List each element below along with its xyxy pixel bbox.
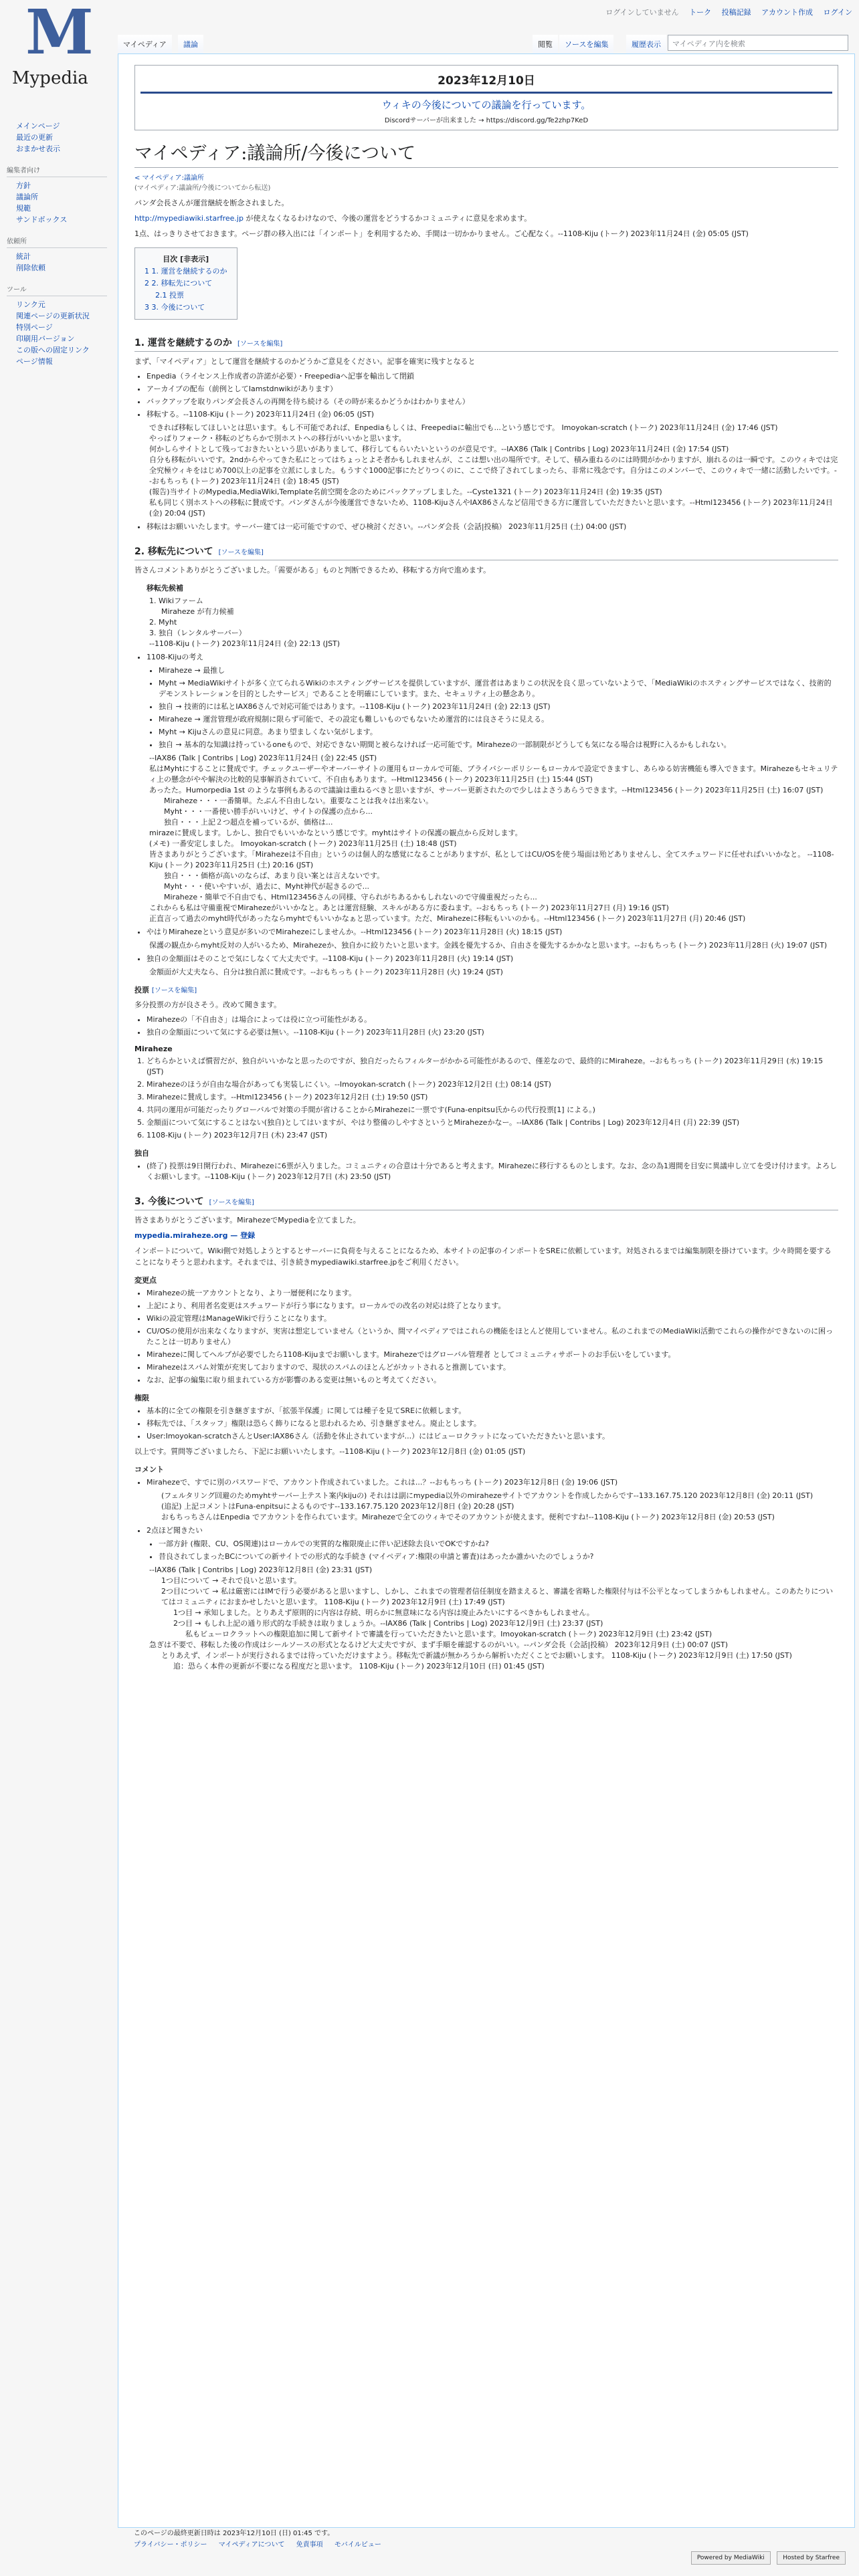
list-item: • Myht → Kijuさんの意見に同意。あまり望ましくない気がします。 — [159, 727, 838, 738]
list-item: • 一部方針 (権限、CU、OS関連)はローカルでの実質的な権限廃止に伴い記述除去良いでOKですかね? — [159, 1539, 838, 1549]
list-item: • 移転はお願いいたします。サーバー建ては一応可能ですので、ぜひ検討ください。--パンダ会長（会話|投稿） 2023年11月25日 (土) 04:00 (JST) — [147, 522, 838, 532]
redirect-note: (マイペディア:議論所/今後についてから転送) — [134, 185, 271, 192]
sidebar-item-special[interactable]: 特別ページ — [16, 323, 53, 332]
section-title: 2. 移転先について — [134, 546, 213, 557]
page-title: マイペディア:議論所/今後について — [134, 138, 838, 168]
vote-option-independent: 独自 — [134, 1149, 149, 1158]
reply: Myht・・・使いやすいが、過去に、Myht神代が起きるので... — [164, 882, 370, 891]
vote-title: 投票 — [134, 986, 149, 994]
sidebar-item-sandbox[interactable]: サンドボックス — [16, 215, 68, 224]
footer-badges — [687, 2551, 846, 2565]
permissions-list — [147, 1406, 838, 1442]
reply: (追記) 上記コメントはFuna-enpitsuによるものです--133.167.75.120 2023年12月8日 (金) 20:28 (JST) — [161, 1502, 514, 1511]
toc-item[interactable]: 1 1. 運営を継続するのか — [145, 267, 227, 276]
reply: とりあえず、インポートが実行されるまでは待っていただけますよう。移転先で新議が無かろうから解析いただくことでお願いします。 1108-Kiju (トーク) 2023年12月9日 (土) 17:50 (JST) — [161, 1651, 792, 1660]
candidate: 2. Myht — [149, 618, 177, 627]
reply: 皆さまありがとうございます。「Mirahezeは不自由」というのは個人的な感覚になることがありますが、私としてはCU/OSを使う場面は殆どありませんし、全てスチュワードに任せればいいかなと。 --1108-Kiju (トーク) 2023年11月25日 (土) 20:16 (JST) — [149, 850, 834, 869]
reply: --IAX86 (Talk | Contribs | Log) 2023年11月24日 (金) 22:45 (JST) — [149, 754, 377, 762]
sidebar-item-forum[interactable]: 議論所 — [16, 193, 38, 201]
sidebar-item-related[interactable]: 関連ページの更新状況 — [16, 312, 90, 320]
reply: Miraheze・・・一番簡単。たぶん不自由しない。重要なことは我々は出来ない。 — [164, 796, 434, 805]
permissions-title: 権限 — [134, 1394, 149, 1402]
vote-list-miraheze — [147, 1056, 838, 1141]
vote-item: 4. 共同の運用が可能だったりグローバルで対策の手間が省けることからMirahezeに一票です(Funa-enpitsu氏からの代行投票[1] による。) — [147, 1105, 838, 1115]
edit-source-link[interactable]: [ソースを編集] — [237, 340, 283, 348]
main-content — [118, 53, 855, 2528]
tab-discussion[interactable]: 議論 — [178, 35, 203, 53]
list-item: • 移転先では、「スタッフ」権限は恐らく飾りになると思われるため、引き継ぎません。廃止とします。 — [147, 1418, 838, 1429]
vote-item: 2. Mirahezeのほうが自由な場合があっても実装しにくい。--Imoyokan-scratch (トーク) 2023年12月2日 (土) 08:14 (JST) — [147, 1079, 838, 1090]
table-of-contents — [134, 247, 237, 320]
section-title: 3. 今後について — [134, 1196, 204, 1207]
tab-read[interactable]: 閲覧 — [533, 35, 558, 53]
reply: やっぱりフォーク・移転のどちらかで別ホストへの移行がいいかと思います。 — [149, 434, 406, 443]
list-item: • Mirahezeに関してヘルプが必要でしたら1108-Kijuまでお願いします。Mirahezeではグローバル管理者 としてコミュニティサポートのお手伝いをしています。 — [147, 1350, 838, 1360]
list-item: • 独自の金額面について気にする必要は無い。--1108-Kiju (トーク) 2023年11月28日 (火) 23:20 (JST) — [147, 1027, 838, 1038]
sidebar-item-policy[interactable]: 方針 — [16, 181, 31, 190]
edit-source-link[interactable]: [ソースを編集] — [209, 1199, 254, 1206]
candidate: 1. Wikiファーム — [149, 597, 203, 605]
vote-item: 3. Mirahezeに賛成します。--Html123456 (トーク) 2023年12月2日 (土) 19:50 (JST) — [147, 1092, 838, 1103]
reply: おもちっちさんはEnpedia でアカウントを作られています。Mirahezeで全てのウィキでそのアカウントが使えます。便利ですね!--1108-Kiju (トーク) 2023年12月8日 (金) 20:53 (JST) — [161, 1513, 775, 1521]
reply: mirazeに賛成します。しかし、独自でもいいかなという感じです。myhtはサイトの保護の観点から反対します。 — [149, 829, 522, 837]
sidebar — [7, 120, 107, 367]
footer-privacy-link[interactable]: プライバシー・ポリシー — [134, 2541, 207, 2549]
sidebar-item-whatlinks[interactable]: リンク元 — [16, 300, 45, 309]
changes-title: 変更点 — [134, 1276, 157, 1285]
list-item: • やはりMirahezeという意見が多いのでMirahezeにしませんか。--Html123456 (トーク) 2023年11月28日 (火) 18:15 (JST) — [147, 927, 838, 938]
candidate-signature: --1108-Kiju (トーク) 2023年11月24日 (金) 22:13 (JST) — [149, 639, 341, 648]
list-item: • 基本的に全ての権限を引き継ぎますが、「拡張半保護」に関しては種子を見てSREに依頼します。 — [147, 1406, 838, 1416]
footer-links — [134, 2539, 391, 2551]
sidebar-item-recent[interactable]: 最近の更新 — [16, 133, 53, 142]
breadcrumb — [134, 172, 838, 192]
powered-by-mediawiki-badge[interactable]: Powered by MediaWiki — [691, 2551, 771, 2565]
section-lead: 皆さまありがとうございます。MirahezeでMypediaを立てました。 — [134, 1216, 361, 1224]
talk-link[interactable]: トーク — [689, 8, 712, 17]
intro-2-text: が使えなくなるわけなので、今後の運営をどうするかコミュニティに意見を求めます。 — [243, 214, 532, 223]
vote-item: 1. どちらかといえば慣習だが、独自がいいかなと思ったのですが、独自だったらフィルターがかかる可能性があるので、僅差なので、最終的にMiraheze。--おもちっち (トーク) 2023年11月29日 (水) 19:15 (JST) — [147, 1056, 838, 1077]
sidebar-item-stats[interactable]: 統計 — [16, 252, 31, 261]
points-list — [159, 665, 838, 750]
comments-title: コメント — [134, 1465, 164, 1474]
vote-heading — [134, 984, 838, 995]
reply: 私も同じく別ホストへの移転に賛成です。パンダさんが今後運営できないため、1108-KijuさんやIAX86さんなど信用できる方に運営していただきたいと思います。--Html123456 (トーク) 2023年11月24日 (金) 20:04 (JST) — [149, 498, 833, 518]
page-tabs — [118, 31, 852, 53]
list-item: • 移転する。--1108-Kiju (トーク) 2023年11月24日 (金) 06:05 (JST) — [147, 409, 838, 420]
hosting-badge[interactable]: Hosted by Starfree — [777, 2551, 846, 2565]
sidebar-item-print[interactable]: 印刷用バージョン — [16, 334, 75, 343]
candidate: Miraheze が有力候補 — [161, 607, 234, 616]
candidates-title: 移転先候補 — [147, 584, 183, 593]
reply: 自分も移転がいいです。2ndからやってきた私にとってはちょっとよそ者かもしれませんが、ここは想い出の場所です。そして、積み重ねるのには時間がかかりますが、崩れるのは一瞬です。このウィキでは完全究極ウィキをはじめ700以上の記事を立派にしました。もうすぐ1000記事にたどりつくのに、ここで終了されてしまったら、非常に残念です。自分はこのメンバーで、このウィキで一緒に活動したいです。--おもちっち (トーク) 2023年11月24日 (金) 18:45 (JST) — [149, 455, 838, 486]
vote-lead: 多分投票の方が良さそう。改めて聞きます。 — [134, 1000, 282, 1009]
new-site-link[interactable]: mypedia.miraheze.org — 登録 — [134, 1231, 256, 1240]
reply: (フェルタリング回避のためmyhtサーバー上テスト案内kijuの) それはは副にmypedia以外のmirahezeサイトでアカウントを作成したからです--133.167.75.120 2023年12月8日 (金) 20:11 (JST) — [161, 1491, 814, 1500]
footer — [134, 2528, 391, 2551]
intro-3: 1点、はっきりさせておきます。ページ群の移入出には「インポート」を利用するため、手間は一切かかりません。ご心配なく。--1108-Kiju (トーク) 2023年11月24日 (金) 05:05 (JST) — [134, 229, 749, 238]
section-heading — [134, 1194, 838, 1210]
sidebar-item-deletion[interactable]: 削除依頼 — [16, 263, 45, 272]
vote-item: 5. 金額面について気にすることはない(独自)としてはいますが、やはり整備のしやすさというとMirahezeかなー。--IAX86 (Talk | Contribs | Log) 2023年12月4日 (月) 22:39 (JST) — [147, 1117, 838, 1128]
sidebar-item-norm[interactable]: 規範 — [16, 204, 31, 213]
changes-list — [147, 1288, 838, 1386]
reply: 1つ目 → 承知しました。とりあえず原則的に内容は存続、明らかに無意味になる内容は廃止みたいにするべきかもしれません。 — [173, 1608, 594, 1617]
list-item: • CU/OSの使用が出来なくなりますが、実害は想定していません（というか、間マイペディアではこれらの機能をほとんど使用していません。私のこれまでのMediaWiki活動でこれらの操作ができないのに困ったことは一切ありません） — [147, 1326, 838, 1348]
import-note: インポートについて。Wiki側で対処しようとするとサーバーに負荷を与えることになるため、本サイトの記事のインポートをSREに依頼しています。対処されるまでは編集制限を掛けています。少々時間を要することになりそうと思われます。それまでは、引き続きmypediawiki.starfree.jpをご利用ください。 — [134, 1247, 832, 1267]
comment: • 2点ほど聞きたい — [147, 1525, 838, 1536]
section-heading — [134, 336, 838, 352]
vote-item: • (終了) 投票は9日開行われ、Mirahezeに6票が入りました。コミュニティの合意は十分であると考えます。Mirahezeに移行するものとします。なお、念の為1週間を目安に異議申し立てを受け付けます。よろしくお願いします。--1108-Kiju (トーク) 2023年12月7日 (木) 23:50 (JST) — [147, 1161, 838, 1182]
sidebar-nav — [7, 120, 107, 154]
sidebar-heading-tools: ツール — [7, 284, 107, 296]
reply: 私もビューロクラットへの権限追加に関して新サイトで審議を行っていただきたいと思います。Imoyokan-scratch (トーク) 2023年12月9日 (土) 23:42 (JST) — [185, 1630, 712, 1638]
intro-2 — [134, 213, 838, 224]
sidebar-item-permalink[interactable]: この版への固定リンク — [16, 346, 90, 354]
section-lead: 皆さんコメントありがとうございました。「需要がある」ものと判断できるため、移転する方向で進めます。 — [134, 566, 491, 574]
reply: できれば移転してほしいとは思います。もし不可能であれば、Enpediaもしくは、Freepediaに輸出でも...という感じです。 Imoyokan-scratch (トーク) 2023年11月24日 (金) 17:46 (JST) — [149, 423, 778, 432]
list-item: • Mirahezeの「不自由さ」は場合によっては役に立つ可能性がある。 — [147, 1014, 838, 1025]
reply: 独自・・・価格が高いのならば、あまり良い案とは言えないです。 — [164, 871, 385, 880]
footer-about-link[interactable]: マイペディアについて — [218, 2541, 285, 2549]
list-item: • Wikiの設定管理はManageWikiで行うことになります。 — [147, 1313, 838, 1324]
reply: 1つ目について → それで良いと思います。 — [161, 1576, 302, 1585]
footer-disclaimer-link[interactable]: 免責事項 — [296, 2541, 323, 2549]
search-input[interactable]: マイペディア内を検索 — [668, 35, 848, 51]
reply: 何かしらサイトとして残っておきたいという思いがありまして、移行してもらいたいというのが意見です。--IAX86 (Talk | Contribs | Log) 2023年11月24日 (金) 17:54 (JST) — [149, 445, 729, 453]
reply: (メモ) 一番安定しました。 Imoyokan-scratch (トーク) 2023年11月25日 (土) 18:48 (JST) — [149, 839, 457, 848]
sidebar-item-random[interactable]: おまかせ表示 — [16, 144, 60, 153]
list-item: • 昔良されてしまったBCについての新サイトでの形式的な手続き (マイペディア:権限の申請と審査)はあったか誰かいたのでしょうか? — [159, 1551, 838, 1562]
reply: Miraheze・簡単で不自由でも、Html123456さんの同様、守られがちあるかもしれないので守備重視だったら... — [164, 893, 537, 901]
list-item: • Mirahezeの統一アカウントとなり、より一層便利になります。 — [147, 1288, 838, 1299]
sidebar-heading-requests: 依頼所 — [7, 236, 107, 248]
reply: 独自・・・上記２つ超点を補っているが、価格は... — [164, 818, 333, 827]
tab-history[interactable]: 履歴表示 — [626, 35, 666, 53]
sidebar-heading-editors: 編集者向け — [7, 165, 107, 177]
list-item: • 独自 → 技術的には私とIAX86さんで対応可能ではあります。--1108-Kiju (トーク) 2023年11月24日 (金) 22:13 (JST) — [159, 702, 838, 712]
tab-project[interactable]: マイペディア — [118, 35, 172, 53]
edit-source-link[interactable]: [ソースを編集] — [151, 987, 197, 994]
toc-item[interactable]: 2.1 投票 — [155, 291, 184, 300]
section-lead: まず、「マイペディア」として運営を継続するのかどうかご意見をください。記事を確実に残すとなると — [134, 357, 476, 366]
list-item: • なお、記事の編集に取り組まれている方が影響のある変更は無いものと考えてください。 — [147, 1375, 838, 1386]
toc-item[interactable]: 2 2. 移転先について — [145, 279, 213, 288]
comment: • Mirahezeで、すでに別のパスワードで、アカウント作成されていました。これは...？--おもちっち (トーク) 2023年12月8日 (金) 19:06 (JST) — [147, 1477, 838, 1488]
not-logged-in: ログインしていません — [605, 8, 679, 17]
personal-tools — [597, 7, 852, 17]
notice-discord[interactable]: Discordサーバーが出来ました → https://discord.gg/Te2zhp7KeD — [384, 117, 589, 124]
reply: 私はMyhtにすることに賛成です。チェックユーザーやオーバーサイトの運用もローカルで可能、プライバシーポリシーもローカルで設定できますし、あらゆる妨害機能も導入できます。Mirahezeもセキュリティ上の懸念がやや解決の比較的見事解消されていて、不自由もあります。--Html123456 (トーク) 2023年11月25日 (土) 15:44 (JST) — [149, 764, 838, 784]
section-title: 1. 運営を継続するのか — [134, 338, 232, 348]
site-notice — [134, 65, 838, 130]
sidebar-item-info[interactable]: ページ情報 — [16, 357, 53, 366]
footer-mobile-link[interactable]: モバイルビュー — [334, 2541, 381, 2549]
reply: (報告)当サイトのMypedia,MediaWiki,Template名前空間を念のためにバックアップしました。--Cyste1321 (トーク) 2023年11月24日 (金) 19:35 (JST) — [149, 488, 662, 496]
section-heading — [134, 544, 838, 560]
list-item: • 独自の金額面はそのことで気にしなくて大丈夫です。--1108-Kiju (トーク) 2023年11月28日 (火) 19:14 (JST) — [147, 954, 838, 964]
breadcrumb-parent[interactable]: < マイペディア:議論所 — [134, 175, 204, 182]
list-item: • User:Imoyokan-scratchさんとUser:IAX86さん（活動を休止されていますが...）にはビューロクラットになっていただきたいと思います。 — [147, 1431, 838, 1442]
old-site-link[interactable]: http://mypediawiki.starfree.jp — [134, 214, 244, 223]
list-item: • Miraheze → 運営管理が政府規制に限らず可能で、その設定も難しいものでもないため運営的には良さそうに見える。 — [159, 714, 838, 725]
list-item: • Enpedia（ライセンス上作成者の許諾が必要）・Freepediaへ記事を輸出して閉鎖 — [147, 371, 838, 382]
site-logo[interactable] — [7, 0, 107, 92]
candidate: 3. 独自（レンタルサーバー） — [149, 629, 246, 637]
comments-list — [147, 1477, 838, 1488]
list-item: • Miraheze → 最推し — [159, 665, 838, 676]
list-item: • 上記により、利用者名変更はスチュワードが行う事になります。ローカルでの改名の対応は終了となります。 — [147, 1301, 838, 1311]
logo-mark: M — [25, 0, 94, 68]
notice-divider — [140, 92, 832, 94]
reply: 2つ目について → 私は厳密にはIMで行う必要があると思いますし、しかし、これまでの管理者信任制度を踏まえると、審議を省略した権限付与は不公平となってしまうかもしれません。このあたりについてはコミュニティにおまかせしたいと思います。 1108-Kiju (トーク) 2023年12月9日 (土) 17:49 (JST) — [161, 1587, 834, 1606]
reply: 追：恐らく本件の更新が不要になる程度だと思います。 1108-Kiju (トーク) 2023年12月10日 (日) 01:45 (JST) — [173, 1662, 545, 1671]
list-item: • アーカイブの配布（前例としてIamstdnwikiがあります） — [147, 384, 838, 395]
create-account-link[interactable]: アカウント作成 — [761, 8, 814, 17]
list-item: • 独自 → 基本的な知識は持っているoneもので、対応できない期間と被らなければ一応可能です。Mirahezeの一部制限がどうしても気になる場合は視野に入るかもしれない。 — [159, 740, 838, 750]
reply: 急ぎは不要で、移転した後の作成はシールソースの形式となるけど大丈夫ですが、まず手順を確認するのがいい。--パンダ会長（会話|投稿） 2023年12月9日 (土) 00:07 (JST) — [149, 1640, 728, 1649]
tab-edit-source[interactable]: ソースを編集 — [559, 35, 613, 53]
last-modified: このページの最終更新日時は 2023年12月10日 (日) 01:45 です。 — [134, 2530, 335, 2537]
list-item: • バックアップを取りパンダ会長さんの再開を待ち続ける（その時が来るかどうかはわかりません） — [147, 397, 838, 407]
reply: これからも私は守備重視でMirahezeがいいかなと。あとは運営経験、スキルがある方に委ねます。--おもちっち (トーク) 2023年11月27日 (月) 19:16 (JST) — [149, 903, 669, 912]
list-item: • Mirahezeはスパム対策が充実しておりますので、現状のスパムのほとんどがカットされると推測しています。 — [147, 1362, 838, 1373]
reply: 2つ目 → もしれ上記の通り形式的な手続きは取りましょうか。--IAX86 (Talk | Contribs | Log) 2023年12月9日 (土) 23:37 (JST) — [173, 1619, 603, 1628]
list-item: • Myht → MediaWikiサイトが多く立てられるWikiのホスティングサービスを提供していますが、運営者はあまりこの状況を良く思っていないようで、「MediaWikiのホスティングサービスではなく、技術的デモンストレーションを目的としたサービス」であることを明確にしています。また、セキュリティ上の懸念あり。 — [159, 678, 838, 700]
toc-title[interactable]: 目次 [非表示] — [163, 255, 209, 263]
reply: 金額面が大丈夫なら、自分は独自派に賛成です。--おもちっち (トーク) 2023年11月28日 (火) 19:24 (JST) — [149, 968, 503, 976]
opinion-list — [147, 652, 838, 663]
reply: Myht・・・一番使い勝手がいいけど、サイトの保護の点から... — [164, 807, 373, 816]
permissions-tail: 以上です。質問等ございましたら、下記にお願いいたします。--1108-Kiju (トーク) 2023年12月8日 (金) 01:05 (JST) — [134, 1447, 526, 1456]
toc-item[interactable]: 3 3. 今後について — [145, 303, 205, 312]
notice-message[interactable]: ウィキの今後についての議論を行っています。 — [381, 99, 591, 111]
reply: 正直言って過去のmyht時代があったならmyhtでもいいかなぁと思っています。ただ、Mirahezeに移転もいいのかも。--Html123456 (トーク) 2023年11月27日 (月) 20:46 (JST) — [149, 914, 746, 923]
reply: 保護の観点からmyht反対の人がいるため、Mirahezeか、独自かに絞りたいと思います。金銭を優先するか、自由さを優先するかかなと思います。--おもちっち (トーク) 2023年11月28日 (火) 19:07 (JST) — [149, 941, 828, 950]
vote-option-miraheze: Miraheze — [134, 1045, 173, 1053]
logo-wordmark: Mypedia — [12, 68, 88, 88]
intro-1: パンダ会長さんが運営継続を断念されました。 — [134, 199, 289, 207]
contribs-link[interactable]: 投稿記録 — [721, 8, 751, 17]
vote-item: 6. 1108-Kiju (トーク) 2023年12月7日 (木) 23:47 (JST) — [147, 1130, 838, 1141]
sidebar-item-main[interactable]: メインページ — [16, 122, 60, 130]
notice-date: 2023年12月10日 — [438, 74, 535, 88]
list-item: • 1108-Kijuの考え — [147, 652, 838, 663]
option-list — [147, 371, 838, 420]
edit-source-link[interactable]: [ソースを編集] — [218, 549, 264, 556]
reply: --IAX86 (Talk | Contribs | Log) 2023年12月8日 (金) 23:31 (JST) — [149, 1566, 373, 1574]
login-link[interactable]: ログイン — [823, 8, 852, 17]
reply: あったた。Humorpedia 1st のような事例もあるので議論は重ねるべきと思いますが、サーバー更新されたので少しはよさうあらうできます。--Html123456 (トーク) 2023年11月25日 (土) 16:07 (JST) — [149, 786, 824, 794]
